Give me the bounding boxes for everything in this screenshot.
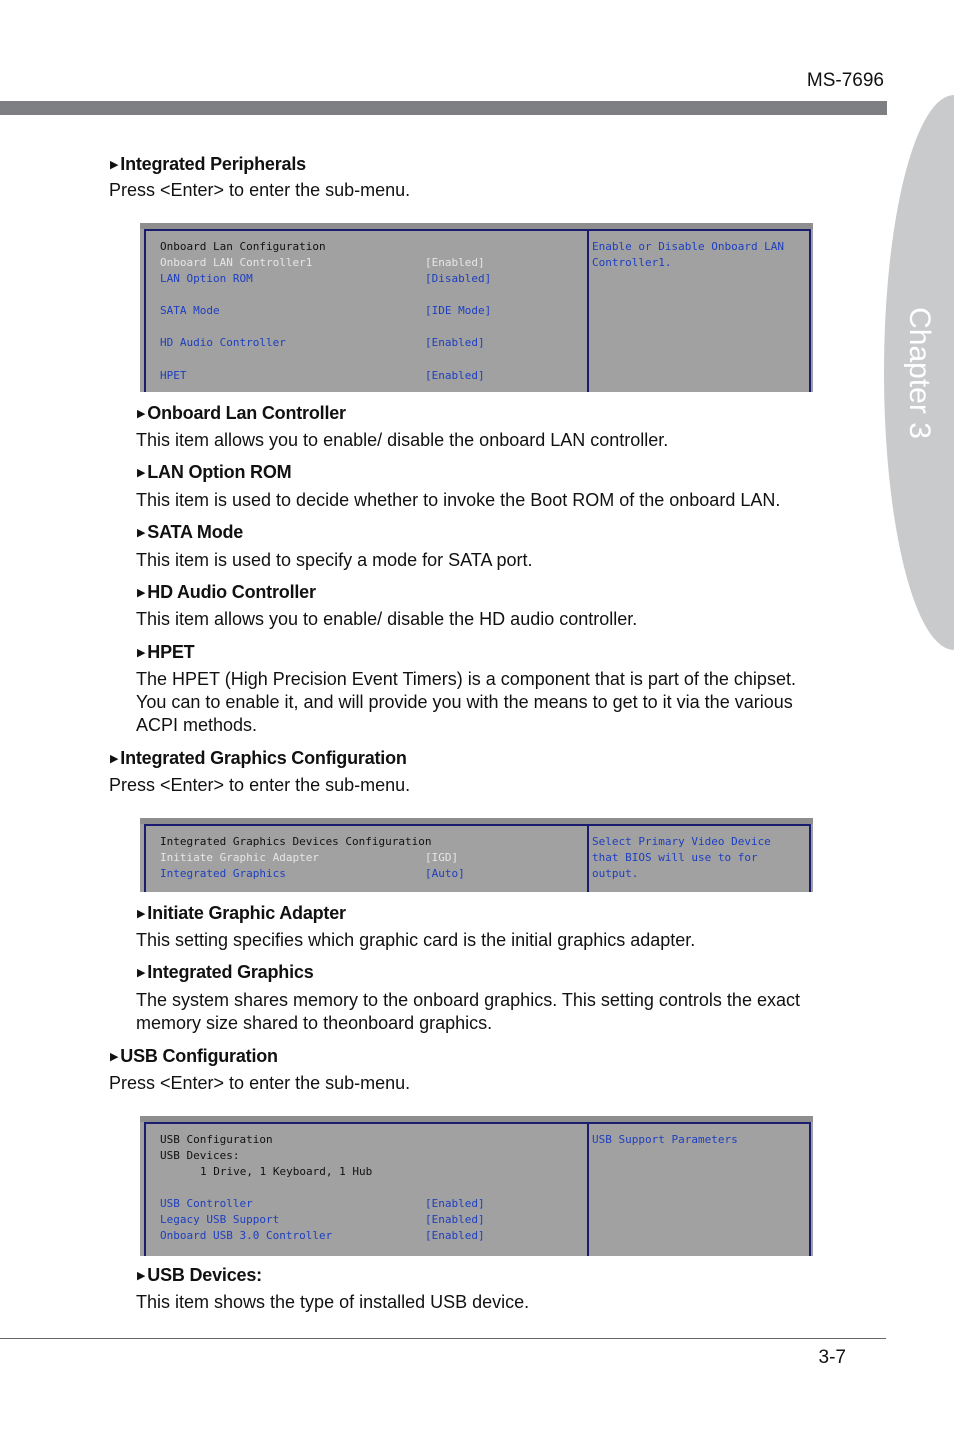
- section-heading: [110, 1046, 278, 1067]
- bios-item-value: [Enabled]: [425, 256, 485, 269]
- subsection-heading: [137, 962, 314, 983]
- subsection-heading: [137, 903, 346, 924]
- subsection-description: This item is used to specify a mode for SATA port.: [136, 550, 533, 570]
- bios-help-text: Controller1.: [592, 256, 672, 269]
- bios-item-label: LAN Option ROM: [160, 272, 253, 285]
- subsection-heading: [137, 462, 291, 483]
- heading-text: Integrated Graphics: [147, 962, 314, 982]
- bios-item-value: [Auto]: [425, 867, 465, 880]
- bios-item-label: HD Audio Controller: [160, 336, 286, 349]
- bios-divider: [587, 1122, 589, 1256]
- subsection-heading: [137, 642, 194, 663]
- subsection-description: This setting specifies which graphic card is the initial graphics adapter.: [136, 930, 696, 950]
- bios-help-text: Select Primary Video Device: [592, 835, 771, 848]
- chapter-tab: [884, 95, 954, 650]
- footer-rule: [0, 1338, 886, 1339]
- bios-item-label: Onboard USB 3.0 Controller: [160, 1229, 333, 1242]
- bios-help-text: output.: [592, 867, 639, 880]
- bullet-triangle-icon: ▶: [137, 527, 146, 539]
- heading-text: Onboard Lan Controller: [147, 403, 346, 423]
- bios-item-value: [IGD]: [425, 851, 459, 864]
- heading-text: USB Devices:: [147, 1265, 262, 1285]
- bullet-triangle-icon: ▶: [110, 1051, 119, 1063]
- bios-divider: [587, 824, 589, 892]
- subsection-description: memory size shared to theonboard graphics.: [136, 1013, 493, 1033]
- heading-text: Integrated Peripherals: [120, 154, 306, 174]
- bios-item-value: [Enabled]: [425, 369, 485, 382]
- bios-item-label: Legacy USB Support: [160, 1213, 280, 1226]
- bios-item-value: [Enabled]: [425, 1229, 485, 1242]
- bios-item-label: Initiate Graphic Adapter: [160, 851, 319, 864]
- bullet-triangle-icon: ▶: [137, 967, 146, 979]
- subsection-description: This item allows you to enable/ disable the onboard LAN controller.: [136, 430, 669, 450]
- subsection-description: This item allows you to enable/ disable the HD audio controller.: [136, 609, 638, 629]
- heading-text: Initiate Graphic Adapter: [147, 903, 346, 923]
- subsection-description: You can to enable it, and will provide you with the means to get to it via the various: [136, 692, 793, 712]
- bullet-triangle-icon: ▶: [137, 587, 146, 599]
- bullet-triangle-icon: ▶: [110, 159, 119, 171]
- bios-item-label: SATA Mode: [160, 304, 220, 317]
- section-heading: [110, 154, 306, 175]
- chapter-tab-label: Chapter 3: [903, 306, 936, 439]
- heading-text: SATA Mode: [147, 522, 244, 542]
- bios-screenshot-usb: [140, 1116, 813, 1256]
- subsection-heading: [137, 522, 243, 543]
- section-description: Press <Enter> to enter the sub-menu.: [109, 1073, 411, 1093]
- bios-menu-title: Integrated Graphics Devices Configuration: [160, 835, 432, 848]
- bios-item-label: USB Controller: [160, 1197, 253, 1210]
- bios-divider: [587, 229, 589, 392]
- bios-item-value: [Disabled]: [425, 272, 492, 285]
- model-number: MS-7696: [806, 70, 884, 91]
- heading-text: HD Audio Controller: [147, 582, 316, 602]
- bullet-triangle-icon: ▶: [110, 753, 119, 765]
- heading-text: HPET: [147, 642, 195, 662]
- subsection-description: This item is used to decide whether to invoke the Boot ROM of the onboard LAN.: [136, 490, 781, 510]
- bios-info-label: USB Devices:: [160, 1149, 240, 1162]
- bios-screenshot-lan: [140, 223, 813, 392]
- bios-item-value: [Enabled]: [425, 1213, 485, 1226]
- bios-item-value: [IDE Mode]: [425, 304, 492, 317]
- bullet-triangle-icon: ▶: [137, 908, 146, 920]
- bios-menu-title: Onboard Lan Configuration: [160, 240, 326, 253]
- bullet-triangle-icon: ▶: [137, 1270, 146, 1282]
- section-description: Press <Enter> to enter the sub-menu.: [109, 180, 411, 200]
- subsection-description: The HPET (High Precision Event Timers) is a component that is part of the chipset.: [136, 669, 796, 689]
- bios-screenshot-graphics: [140, 818, 813, 892]
- heading-text: USB Configuration: [120, 1046, 278, 1066]
- subsection-description: This item shows the type of installed USB device.: [136, 1292, 530, 1312]
- heading-text: LAN Option ROM: [147, 462, 292, 482]
- subsection-heading: [137, 582, 316, 603]
- header-bar: [0, 101, 887, 115]
- bios-menu-title: USB Configuration: [160, 1133, 273, 1146]
- section-heading: [110, 748, 407, 769]
- subsection-description: The system shares memory to the onboard graphics. This setting controls the exact: [136, 990, 800, 1010]
- bullet-triangle-icon: ▶: [137, 647, 146, 659]
- bios-help-text: Enable or Disable Onboard LAN: [592, 240, 785, 253]
- bios-info-value: 1 Drive, 1 Keyboard, 1 Hub: [200, 1165, 373, 1178]
- subsection-heading: [137, 403, 346, 424]
- bullet-triangle-icon: ▶: [137, 467, 146, 479]
- bios-item-value: [Enabled]: [425, 1197, 485, 1210]
- bios-item-label: Integrated Graphics: [160, 867, 286, 880]
- heading-text: Integrated Graphics Configuration: [120, 748, 407, 768]
- subsection-heading: [137, 1265, 262, 1286]
- page-number: 3-7: [818, 1347, 846, 1368]
- bios-item-label: HPET: [160, 369, 187, 382]
- subsection-description: ACPI methods.: [136, 715, 258, 735]
- bios-help-text: that BIOS will use to for: [592, 851, 758, 864]
- bios-help-text: USB Support Parameters: [592, 1133, 738, 1146]
- bullet-triangle-icon: ▶: [137, 408, 146, 420]
- bios-item-label: Onboard LAN Controller1: [160, 256, 313, 269]
- bios-item-value: [Enabled]: [425, 336, 485, 349]
- section-description: Press <Enter> to enter the sub-menu.: [109, 775, 411, 795]
